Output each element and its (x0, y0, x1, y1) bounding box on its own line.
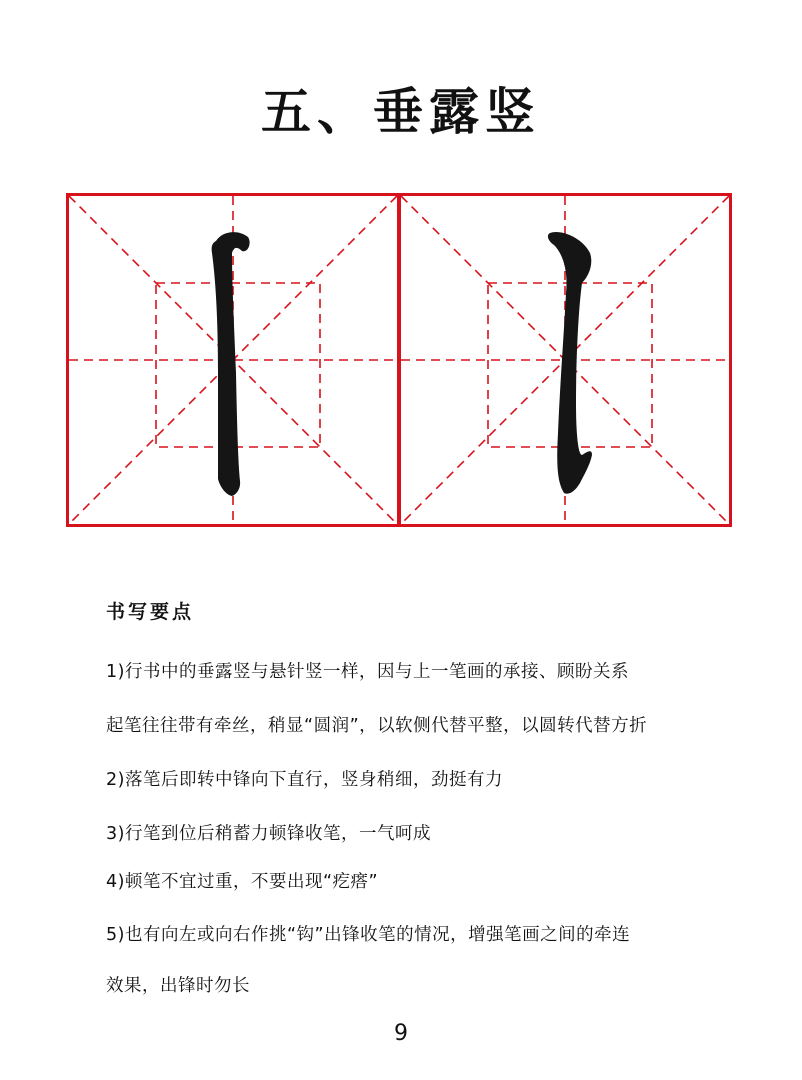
page-number: 9 (394, 1021, 408, 1046)
brush-stroke-icon (548, 232, 592, 494)
paragraph-line: 4)顿笔不宜过重，不要出现“疙瘩” (106, 872, 379, 892)
paragraph-line: 5)也有向左或向右作挑“钩”出锋收笔的情况，增强笔画之间的牵连 (106, 925, 631, 945)
paragraph-line: 1)行书中的垂露竖与悬针竖一样，因与上一笔画的承接、顾盼关系 (106, 662, 629, 682)
paragraph-line: 2)落笔后即转中锋向下直行，竖身稍细，劲挺有力 (106, 770, 503, 790)
paragraph-line: 起笔往往带有牵丝，稍显“圆润”，以软侧代替平整，以圆转代替方折 (106, 716, 648, 736)
brush-stroke-icon (212, 232, 250, 496)
practice-grid (66, 193, 732, 527)
grid-cell-right (400, 195, 731, 526)
grid-cell-left (68, 195, 399, 526)
paragraph-line: 效果，出锋时勿长 (106, 976, 250, 996)
page-title: 五、垂露竖 (261, 82, 541, 141)
section-heading: 书写要点 (106, 601, 195, 623)
paragraph-line: 3)行笔到位后稍蓄力顿锋收笔，一气呵成 (106, 824, 431, 844)
